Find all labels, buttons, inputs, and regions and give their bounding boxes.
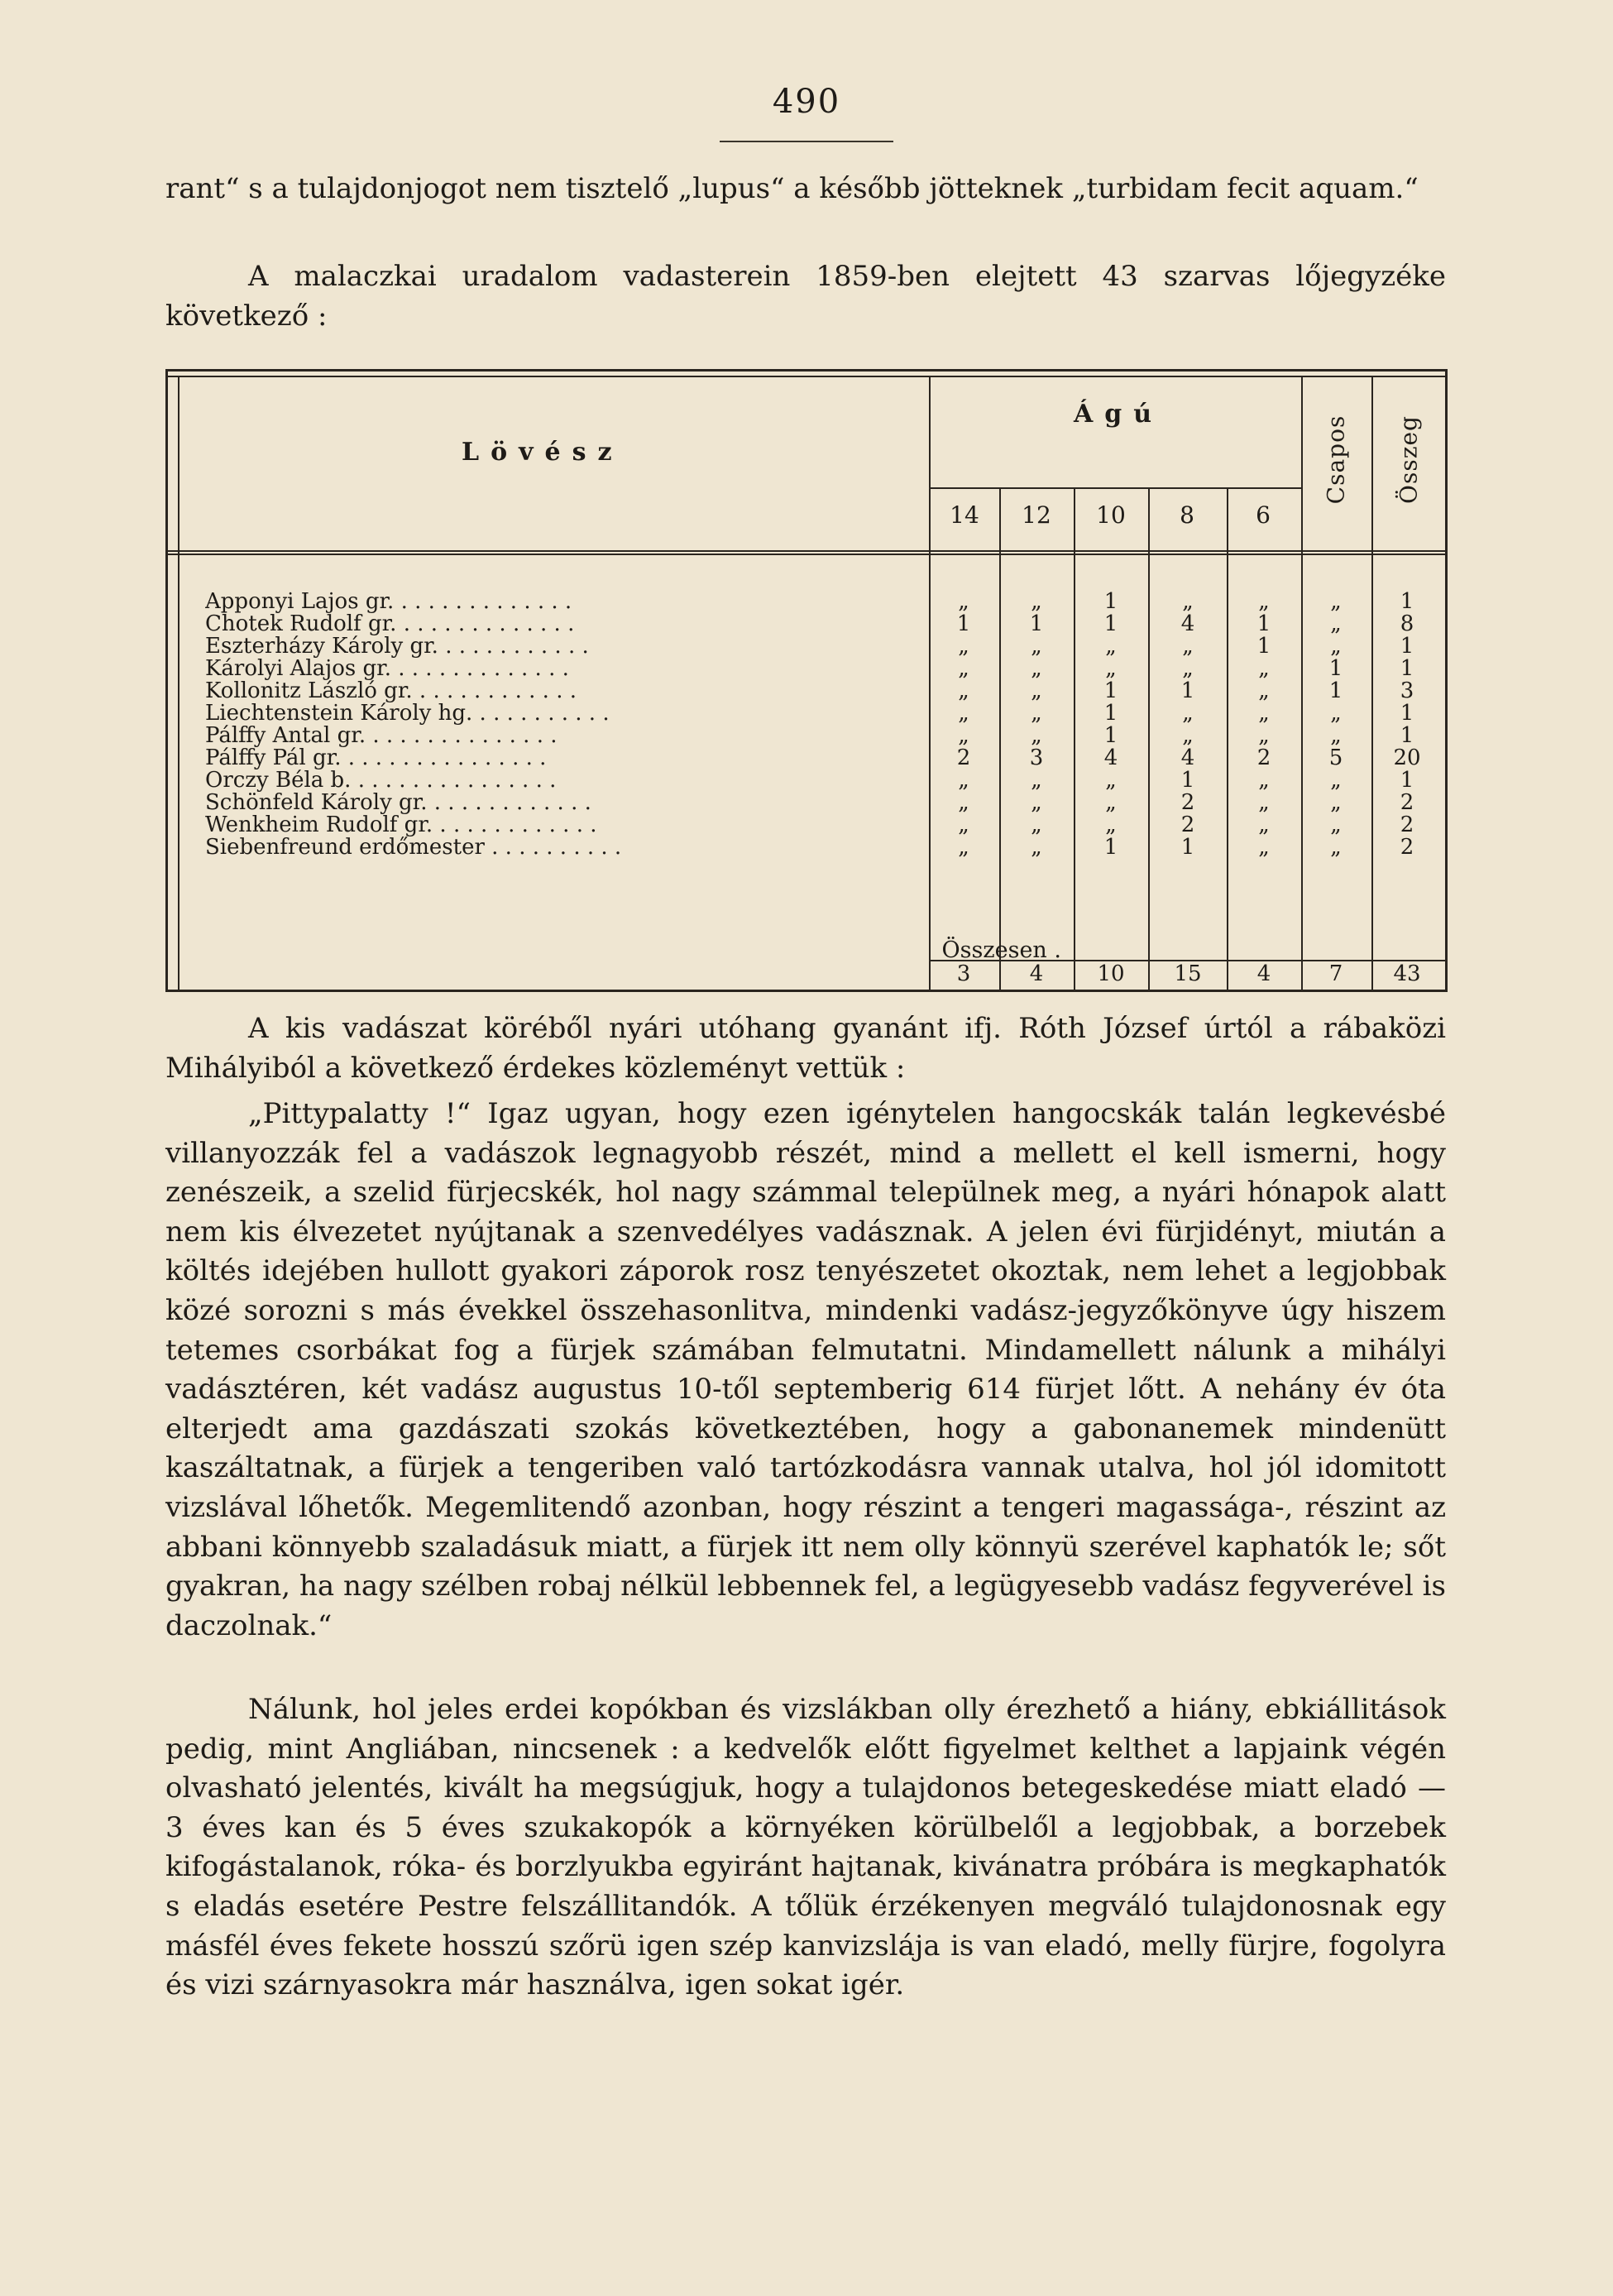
header-agu: Ágú	[1074, 400, 1164, 429]
totals-row	[168, 937, 1450, 986]
count-10: 1	[1103, 611, 1118, 636]
count-10: 1	[1103, 701, 1118, 726]
count-osszeg: 3	[1400, 678, 1414, 703]
count-8: „	[1182, 634, 1194, 659]
paragraph-nalunk: Nálunk, hol jeles erdei kopókban és vizslákban olly érezhető a hiány, ebkiállitások pedig, mint Angliában, nincsenek : a kedvelők előtt figyelmet kelthet a lapjaink végén olvasható jelentés, kivált ha megsúgjuk, hogy a tulajdonos betegeskedése miatt eladó — 3 éves kan és 5 éves szukakopók a környéken körülbelől a legjobbak, a borzebek kifogástalanok, róka- és borzlyukba egyiránt hajtanak, kivánatra próbára is megkaphatók s eladás esetére Pestre felszállitandók. A tőlük érzékenyen megváló tulajdonosnak egy másfél éves fekete hosszú szőrü igen szép kanvizslája is van eladó, melly fürjre, fogolyra és vizi szárnyasokra már használva, igen sokat igér.	[165, 1693, 1446, 2002]
count-12: „	[1031, 678, 1042, 703]
count-6: „	[1258, 701, 1270, 726]
count-14: „	[958, 723, 969, 748]
count-12: „	[1031, 835, 1042, 860]
count-8: 4	[1180, 611, 1195, 636]
agu-column-header: 10	[1096, 501, 1126, 529]
count-14: „	[958, 634, 969, 659]
count-12: „	[1031, 656, 1042, 681]
count-6: „	[1258, 723, 1270, 748]
shooter-name: Wenkheim Rudolf gr. . . . . . . . . . . . .	[205, 814, 597, 836]
header-osszeg: Összeg	[1395, 415, 1423, 504]
paragraph-intro: rant“ s a tulajdonjogot nem tisztelő „lupus“ a később jötteknek „turbidam fecit aquam.“	[165, 172, 1419, 205]
table-row	[168, 635, 1450, 658]
count-csapos: „	[1330, 589, 1342, 614]
count-8: „	[1182, 723, 1194, 748]
agu-column-header: 14	[950, 501, 979, 529]
count-10: 1	[1103, 589, 1118, 614]
count-csapos: 1	[1328, 656, 1343, 681]
shooter-name: Siebenfreund erdőmester . . . . . . . . . .	[205, 836, 622, 859]
table-row	[168, 769, 1450, 792]
count-12: „	[1031, 589, 1042, 614]
count-osszeg: 20	[1393, 745, 1421, 770]
count-10: „	[1105, 790, 1117, 815]
count-10: 1	[1103, 678, 1118, 703]
count-12: „	[1031, 723, 1042, 748]
agu-column-header: 6	[1256, 501, 1271, 529]
total-6: 4	[1256, 961, 1271, 986]
total-csapos: 7	[1328, 961, 1343, 986]
count-12: „	[1031, 701, 1042, 726]
count-osszeg: 1	[1400, 768, 1414, 793]
count-12: „	[1031, 812, 1042, 837]
agu-subheader-rule	[929, 487, 1301, 489]
count-csapos: „	[1330, 723, 1342, 748]
shooter-name: Eszterházy Károly gr. . . . . . . . . . . .	[205, 635, 589, 658]
total-12: 4	[1029, 961, 1044, 986]
agu-column-header: 8	[1180, 501, 1194, 529]
count-8: 1	[1180, 678, 1195, 703]
total-osszeg: 43	[1393, 961, 1421, 986]
count-csapos: „	[1330, 768, 1342, 793]
count-osszeg: 2	[1400, 812, 1414, 837]
count-10: „	[1105, 634, 1117, 659]
count-csapos: „	[1330, 701, 1342, 726]
page-number: 490	[772, 83, 841, 121]
total-14: 3	[956, 961, 971, 986]
table-row	[168, 814, 1450, 836]
count-csapos: „	[1330, 835, 1342, 860]
count-14: „	[958, 768, 969, 793]
agu-column-header: 12	[1022, 501, 1051, 529]
count-8: 2	[1180, 812, 1195, 837]
count-6: „	[1258, 656, 1270, 681]
count-14: 1	[956, 611, 971, 636]
table-row	[168, 658, 1450, 680]
count-12: 3	[1029, 745, 1044, 770]
count-10: „	[1105, 768, 1117, 793]
shooter-name: Kollonitz László gr. . . . . . . . . . . . .	[205, 680, 577, 702]
total-10: 10	[1097, 961, 1125, 986]
count-8: 2	[1180, 790, 1195, 815]
count-osszeg: 8	[1400, 611, 1414, 636]
count-osszeg: 1	[1400, 656, 1414, 681]
header-bottom-rule	[168, 554, 1445, 555]
count-14: „	[958, 835, 969, 860]
table-row	[168, 792, 1450, 814]
count-osszeg: 2	[1400, 835, 1414, 860]
count-csapos: 5	[1328, 745, 1343, 770]
count-14: „	[958, 678, 969, 703]
shooter-name: Pálffy Pál gr. . . . . . . . . . . . . . . .	[205, 747, 547, 769]
count-6: „	[1258, 678, 1270, 703]
header-shooter: Lövész	[462, 438, 624, 467]
count-osszeg: 2	[1400, 790, 1414, 815]
shooting-record-table	[165, 369, 1448, 992]
count-10: 4	[1103, 745, 1118, 770]
shooter-name: Orczy Béla b. . . . . . . . . . . . . . . .	[205, 769, 557, 792]
count-8: 1	[1180, 768, 1195, 793]
count-osszeg: 1	[1400, 589, 1414, 614]
count-6: 1	[1256, 611, 1271, 636]
count-osszeg: 1	[1400, 701, 1414, 726]
count-csapos: „	[1330, 790, 1342, 815]
paragraph-pittypalatty: „Pittypalatty !“ Igaz ugyan, hogy ezen igénytelen hangocskák talán legkevésbé villanyozzák fel a vadászok legnagyobb részét, mind a mellett el kell ismerni, hogy zenészeik, a szelid fürjecskék, hol nagy számmal települnek meg, a nyári hónapok alatt nem kis élvezetet nyújtanak a szenvedélyes vadásznak. A jelen évi fürjidényt, miután a költés idejében hullott gyakori záporok rosz tenyészetet okoztak, nem lehet a legjobbak közé sorozni s más évekkel összehasonlitva, mindenki vadász-jegyzőkönyve úgy hiszem tetemes csorbákat fog a fürjek számában felmutatni. Mindamellett nálunk a mihályi vadásztéren, két vadász augustus 10-től septemberig 614 fürjet lőtt. A nehány év óta elterjedt ama gazdászati szokás következtében, hogy a gabonanemek mindenütt kaszáltatnak, a fürjek a tengeriben való tartózkodásra vannak utalva, hol jól idomitott vizslával lőhetők. Megemlitendő azonban, hogy részint a tengeri magassága-, részint az abbani könnyebb szaladásuk miatt, a fürjek itt nem olly könnyü szerével kaphatók le; sőt gyakran, ha nagy szélben robaj nélkül lebbennek fel, a legügyesebb vadász fegyverével is daczolnak.“	[165, 1097, 1446, 1642]
count-10: 1	[1103, 723, 1118, 748]
header-bottom-rule	[168, 550, 1445, 552]
table-row	[168, 747, 1450, 769]
table-row	[168, 680, 1450, 702]
count-6: „	[1258, 835, 1270, 860]
count-6: „	[1258, 768, 1270, 793]
count-12: „	[1031, 634, 1042, 659]
count-osszeg: 1	[1400, 723, 1414, 748]
table-row	[168, 613, 1450, 635]
total-8: 15	[1174, 961, 1202, 986]
shooter-name: Károlyi Alajos gr. . . . . . . . . . . . . .	[205, 658, 569, 680]
count-14: 2	[956, 745, 971, 770]
count-14: „	[958, 656, 969, 681]
count-10: „	[1105, 656, 1117, 681]
count-csapos: „	[1330, 812, 1342, 837]
table-top-double-rule	[168, 376, 1445, 377]
count-6: „	[1258, 589, 1270, 614]
count-csapos: „	[1330, 611, 1342, 636]
count-10: 1	[1103, 835, 1118, 860]
count-12: „	[1031, 768, 1042, 793]
paragraph-kis-vadaszat: A kis vadászat köréből nyári utóhang gyanánt ifj. Róth József úrtól a rábaközi Mihályiból a következő érdekes közleményt vettük :	[165, 1012, 1446, 1085]
shooter-name: Liechtenstein Károly hg. . . . . . . . . . .	[205, 702, 610, 725]
table-row	[168, 725, 1450, 747]
shooter-name: Apponyi Lajos gr. . . . . . . . . . . . . .	[205, 591, 572, 613]
shooter-name: Pálffy Antal gr. . . . . . . . . . . . . . .	[205, 725, 558, 747]
count-14: „	[958, 790, 969, 815]
count-8: „	[1182, 589, 1194, 614]
count-8: „	[1182, 701, 1194, 726]
count-14: „	[958, 812, 969, 837]
shooter-name: Chotek Rudolf gr. . . . . . . . . . . . . .	[205, 613, 575, 635]
page-number-rule	[720, 141, 893, 142]
table-row	[168, 591, 1450, 613]
paragraph-table-intro: A malaczkai uradalom vadasterein 1859-ben elejtett 43 szarvas lőjegyzéke következő :	[165, 260, 1446, 333]
count-6: 2	[1256, 745, 1271, 770]
table-row	[168, 702, 1450, 725]
count-8: „	[1182, 656, 1194, 681]
count-osszeg: 1	[1400, 634, 1414, 659]
count-6: „	[1258, 812, 1270, 837]
count-8: 1	[1180, 835, 1195, 860]
count-6: 1	[1256, 634, 1271, 659]
count-6: „	[1258, 790, 1270, 815]
count-csapos: „	[1330, 634, 1342, 659]
count-10: „	[1105, 812, 1117, 837]
count-12: „	[1031, 790, 1042, 815]
count-8: 4	[1180, 745, 1195, 770]
table-row	[168, 836, 1450, 859]
header-csapos: Csapos	[1322, 415, 1350, 505]
count-14: „	[958, 589, 969, 614]
count-12: 1	[1029, 611, 1044, 636]
total-label: Összesen .	[941, 937, 1061, 963]
count-14: „	[958, 701, 969, 726]
shooter-name: Schönfeld Károly gr. . . . . . . . . . . . .	[205, 792, 591, 814]
count-csapos: 1	[1328, 678, 1343, 703]
